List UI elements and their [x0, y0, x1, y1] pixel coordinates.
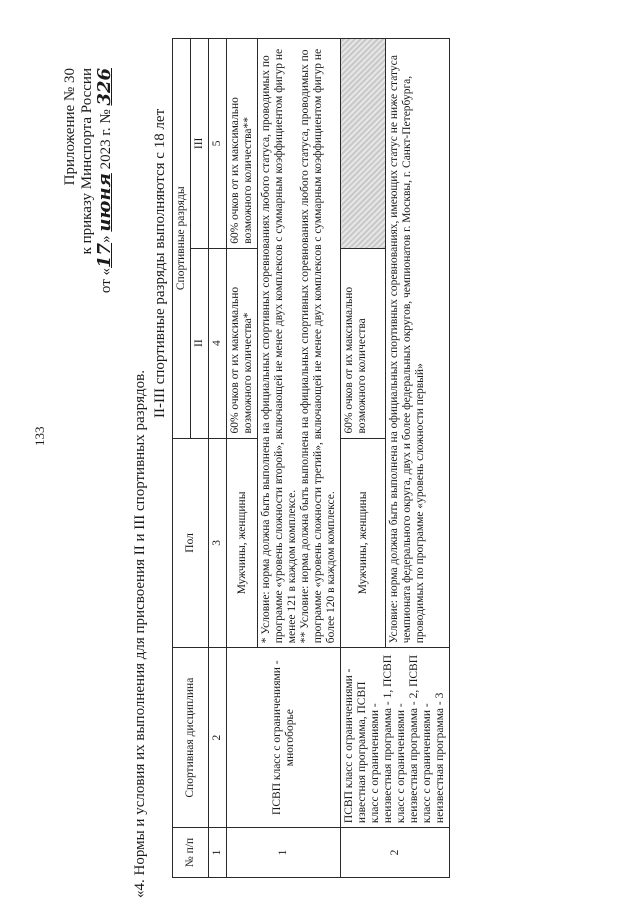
table-header-row	[173, 39, 191, 878]
header-gender: Пол	[173, 438, 209, 648]
header-rank2: II	[191, 248, 209, 438]
header-discipline: Спортивная дисциплина	[173, 648, 209, 828]
norms-table	[172, 38, 450, 878]
header-num: № п/п	[173, 828, 209, 878]
row-num: 2	[341, 828, 450, 878]
appendix-title: Приложение № 30	[62, 68, 78, 186]
colnum-3: 3	[209, 438, 227, 648]
table-row	[341, 39, 386, 878]
order-number: 326	[94, 68, 115, 106]
row-gender: Мужчины, женщины	[341, 438, 386, 648]
condition-note-1: * Условие: норма должна быть выполнена на официальных спортивных соревнованиях любого статуса, проводимых по программе «уровень сложности второй», включающей не менее двух комплексов с суммарным коэффициентом фигур не менее 121 в каждом комплексе.	[260, 48, 298, 644]
row-rank2-norm: 60% очков от их максимально возможного количества	[341, 248, 386, 438]
column-number-row	[209, 39, 227, 878]
row-conditions	[258, 39, 341, 648]
row-rank2-norm: 60% очков от их максимально возможного количества*	[227, 248, 258, 438]
condition-note-2: ** Условие: норма должна быть выполнена на официальных спортивных соревнованиях любого статуса, проводимых по программе «уровень сложности третий», включающей не менее двух комплексов с суммарным коэффициентом фигур не более 120 в каждом комплексе.	[299, 48, 337, 644]
colnum-2: 2	[209, 648, 227, 828]
order-reference: к приказу Минспорта России	[79, 68, 95, 255]
table-row	[227, 39, 258, 878]
condition-note: Условие: норма должна быть выполнена на официальных спортивных соревнованиях, имеющих статус не ниже статуса чемпионата федерального округа, двух и более федеральных округов, чемпионатов г. Москвы, г. Санкт-Петербурга, проводимых по программе «уровень сложности первый»	[388, 55, 427, 644]
colnum-5: 5	[209, 39, 227, 249]
row-rank3-norm: 60% очков от их максимально возможного количества**	[227, 39, 258, 249]
order-date: от «17» июня 2023 г. № 326	[94, 68, 115, 294]
table-subtitle: II-III спортивные разряды выполняются с 18 лет	[152, 108, 168, 418]
row-conditions	[386, 39, 450, 648]
row-discipline: ПСВП класс с ограничениями - известная программа, ПСВП класс с ограничениями - неизвестная программа - 1, ПСВП класс с ограничениями - неизвестная программа - 2, ПСВП класс с ограничениями - неизвестная программа - 3	[341, 648, 450, 828]
order-header	[62, 68, 115, 398]
row-num: 1	[227, 828, 341, 878]
row-rank3-empty	[341, 39, 386, 249]
header-rank3: III	[191, 39, 209, 249]
row-gender: Мужчины, женщины	[227, 438, 258, 648]
page-number: 133	[32, 426, 47, 446]
colnum-4: 4	[209, 248, 227, 438]
date-month: июня	[94, 173, 115, 232]
date-day: 17	[94, 242, 115, 268]
colnum-1: 1	[209, 828, 227, 878]
section-caption: «4. Нормы и условия их выполнения для присвоения II и III спортивных разрядов.	[132, 370, 148, 898]
header-ranks: Спортивные разряды	[173, 39, 191, 439]
row-discipline: ПСВП класс с ограничениями - многоборье	[227, 648, 341, 828]
